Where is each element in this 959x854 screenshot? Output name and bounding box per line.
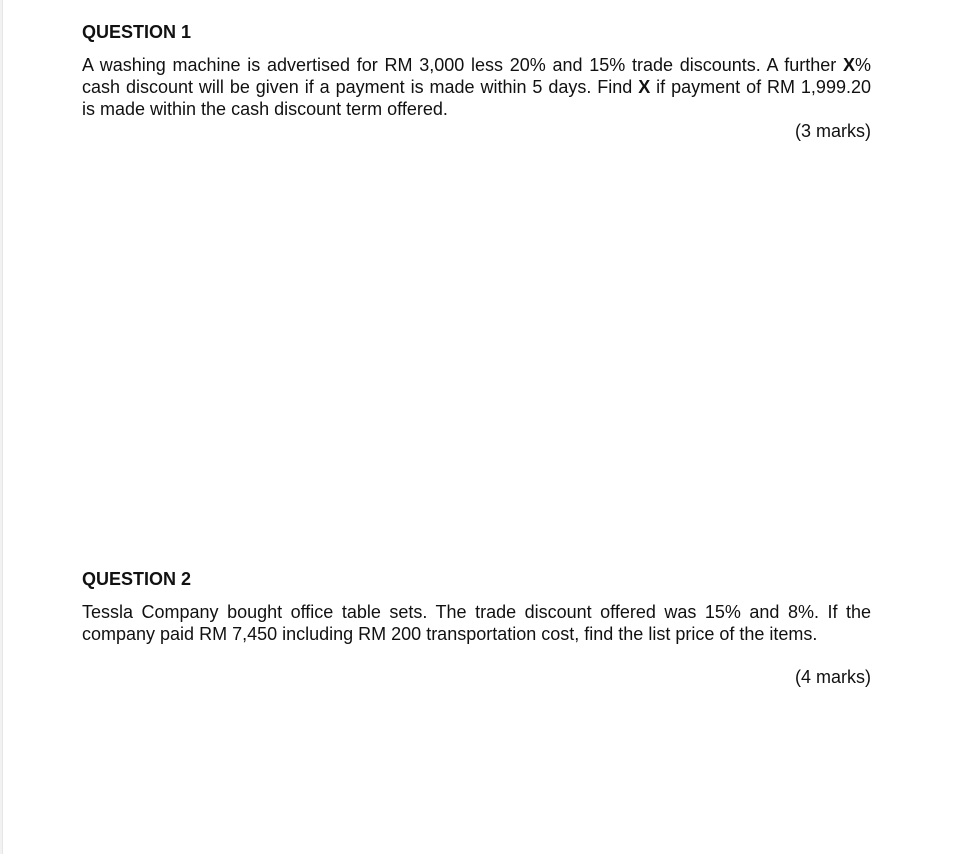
question-2: [82, 568, 871, 688]
question-1-title: QUESTION 1: [82, 22, 192, 42]
question-1-text-part-3: if payment of RM 1,999.20 is made within the cash discount term offered.: [82, 77, 871, 119]
question-1-text: [82, 54, 871, 120]
question-1-marks: (3 marks): [795, 121, 871, 141]
question-1-text-part-2: % cash discount will be given if a payment is made within 5 days. Find: [82, 55, 871, 97]
document-page: [2, 0, 959, 854]
question-1-text-part-1: A washing machine is advertised for RM 3,000 less 20% and 15% trade discounts. A further: [82, 55, 843, 75]
question-1: [82, 21, 871, 142]
question-2-title: QUESTION 2: [82, 569, 192, 589]
variable-x: X: [638, 77, 651, 97]
question-2-marks: (4 marks): [795, 667, 871, 687]
question-2-text: Tessla Company bought office table sets. The trade discount offered was 15% and 8%. If the company paid RM 7,450 including RM 200 transportation cost, find the list price of the items.: [82, 602, 871, 644]
variable-x: X: [842, 55, 855, 75]
